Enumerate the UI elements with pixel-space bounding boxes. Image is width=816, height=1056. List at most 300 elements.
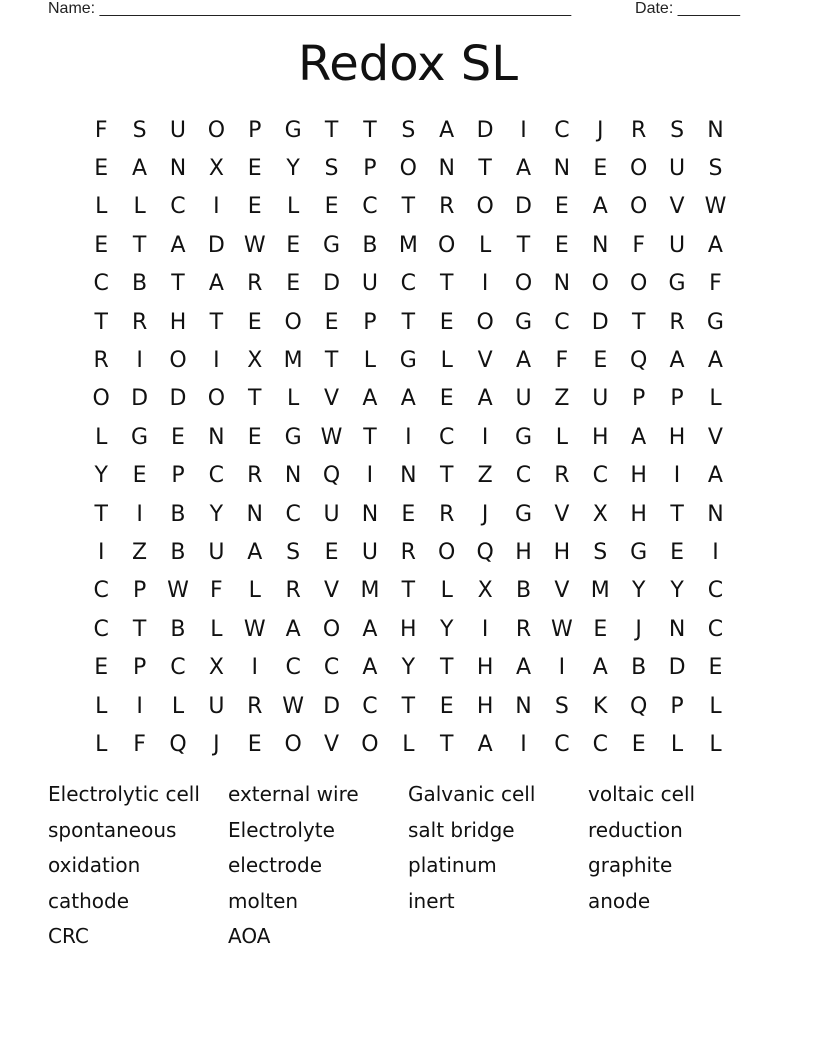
grid-letter[interactable]: H xyxy=(630,501,647,527)
grid-letter[interactable]: V xyxy=(707,424,723,450)
grid-letter[interactable]: U xyxy=(208,693,225,719)
grid-letter[interactable]: T xyxy=(132,616,147,642)
grid-letter[interactable]: I xyxy=(481,271,489,297)
grid-letter[interactable]: T xyxy=(363,424,377,450)
grid-letter[interactable]: C xyxy=(170,194,186,220)
grid-letter[interactable]: U xyxy=(361,271,378,297)
grid-letter[interactable]: A xyxy=(400,386,416,412)
grid-letter[interactable]: I xyxy=(481,616,489,642)
grid-letter[interactable]: Y xyxy=(439,616,454,642)
grid-letter[interactable]: U xyxy=(323,501,340,527)
grid-letter[interactable]: R xyxy=(515,616,532,642)
grid-letter[interactable]: F xyxy=(94,117,108,143)
grid-letter[interactable]: O xyxy=(284,731,302,757)
grid-letter[interactable]: R xyxy=(400,539,416,565)
grid-letter[interactable]: G xyxy=(514,309,533,335)
grid-letter[interactable]: B xyxy=(170,539,186,565)
grid-letter[interactable]: R xyxy=(247,463,263,489)
grid-letter[interactable]: C xyxy=(93,271,109,297)
grid-letter[interactable]: S xyxy=(670,117,685,143)
grid-letter[interactable]: P xyxy=(363,156,377,182)
grid-letter[interactable]: I xyxy=(136,693,143,719)
grid-letter[interactable]: V xyxy=(554,501,570,527)
grid-letter[interactable]: T xyxy=(401,693,416,719)
grid-letter[interactable]: G xyxy=(323,232,341,258)
grid-letter[interactable]: D xyxy=(476,117,494,143)
grid-letter[interactable]: L xyxy=(440,348,453,374)
grid-letter[interactable]: O xyxy=(591,271,609,297)
grid-letter[interactable]: W xyxy=(167,578,189,604)
word-list-item: anode xyxy=(588,888,651,913)
grid-letter[interactable]: A xyxy=(592,655,608,681)
grid-letter[interactable]: E xyxy=(132,463,147,489)
grid-letter[interactable]: E xyxy=(439,309,454,335)
grid-letter[interactable]: G xyxy=(284,424,302,450)
grid-letter[interactable]: M xyxy=(360,578,380,604)
grid-letter[interactable]: X xyxy=(247,348,263,374)
grid-letter[interactable]: T xyxy=(670,501,684,527)
grid-letter[interactable]: L xyxy=(287,386,300,412)
grid-letter[interactable]: C xyxy=(554,117,570,143)
grid-letter[interactable]: O xyxy=(207,117,226,143)
grid-letter[interactable]: A xyxy=(515,655,532,681)
grid-letter[interactable]: E xyxy=(670,539,684,565)
grid-letter[interactable]: C xyxy=(707,578,724,604)
grid-letter[interactable]: G xyxy=(630,539,648,565)
grid-letter[interactable]: J xyxy=(213,731,220,757)
grid-letter[interactable]: E xyxy=(94,232,109,258)
name-line: Name: _____________________________________________________ xyxy=(48,0,572,17)
grid-letter[interactable]: Q xyxy=(476,539,494,565)
grid-letter[interactable]: O xyxy=(399,156,417,182)
word-list-item: cathode xyxy=(48,888,130,913)
grid-letter[interactable]: E xyxy=(286,232,301,258)
grid-letter[interactable]: E xyxy=(247,194,262,220)
grid-letter[interactable]: L xyxy=(210,616,223,642)
grid-letter[interactable]: A xyxy=(439,117,455,143)
grid-letter[interactable]: R xyxy=(669,309,685,335)
grid-letter[interactable]: C xyxy=(707,616,724,642)
grid-letter[interactable]: A xyxy=(362,386,378,412)
grid-letter[interactable]: X xyxy=(592,501,608,527)
grid-letter[interactable]: L xyxy=(248,578,261,604)
grid-letter[interactable]: N xyxy=(246,501,263,527)
grid-letter[interactable]: N xyxy=(208,424,225,450)
grid-letter[interactable]: E xyxy=(324,194,339,220)
grid-letter[interactable]: U xyxy=(169,117,187,143)
grid-letter[interactable]: E xyxy=(593,156,608,182)
grid-letter[interactable]: L xyxy=(95,693,108,719)
grid-letter[interactable]: E xyxy=(171,424,185,450)
grid-letter[interactable]: M xyxy=(283,348,303,374)
grid-letter[interactable]: A xyxy=(170,232,186,258)
grid-letter[interactable]: E xyxy=(247,156,262,182)
grid-letter[interactable]: P xyxy=(171,463,185,489)
grid-letter[interactable]: O xyxy=(322,616,341,642)
grid-letter[interactable]: B xyxy=(362,232,378,258)
grid-letter[interactable]: A xyxy=(208,271,224,297)
grid-letter[interactable]: Q xyxy=(322,463,341,489)
grid-letter[interactable]: P xyxy=(132,578,147,604)
grid-letter[interactable]: B xyxy=(170,501,186,527)
grid-letter[interactable]: C xyxy=(285,501,301,527)
grid-letter[interactable]: O xyxy=(207,386,226,412)
grid-letter[interactable]: C xyxy=(554,731,570,757)
grid-letter[interactable]: G xyxy=(514,501,533,527)
grid-letter[interactable]: Y xyxy=(286,156,300,182)
grid-letter[interactable]: T xyxy=(94,501,108,527)
grid-letter[interactable]: Z xyxy=(554,386,570,412)
grid-letter[interactable]: T xyxy=(401,309,416,335)
grid-letter[interactable]: P xyxy=(670,386,684,412)
grid-letter[interactable]: E xyxy=(631,731,646,757)
grid-letter[interactable]: R xyxy=(439,194,455,220)
grid-letter[interactable]: C xyxy=(93,616,109,642)
grid-letter[interactable]: E xyxy=(324,539,339,565)
grid-letter[interactable]: L xyxy=(171,693,185,719)
grid-letter[interactable]: K xyxy=(593,693,608,719)
grid-letter[interactable]: U xyxy=(592,386,609,412)
grid-letter[interactable]: G xyxy=(706,309,724,335)
page-title: Redox SL xyxy=(298,36,518,92)
grid-letter[interactable]: N xyxy=(515,693,532,719)
grid-letter[interactable]: Z xyxy=(132,539,148,565)
word-list-item: Electrolyte xyxy=(228,817,335,842)
grid-letter[interactable]: Q xyxy=(630,693,648,719)
grid-letter[interactable]: O xyxy=(476,309,494,335)
grid-letter[interactable]: G xyxy=(399,348,417,374)
grid-letter[interactable]: R xyxy=(247,271,263,297)
grid-letter[interactable]: I xyxy=(520,731,527,757)
grid-letter[interactable]: A xyxy=(515,348,532,374)
grid-letter[interactable]: A xyxy=(362,655,378,681)
grid-letter[interactable]: T xyxy=(248,386,262,412)
grid-letter[interactable]: T xyxy=(478,156,492,182)
grid-letter[interactable]: D xyxy=(207,232,225,258)
grid-letter[interactable]: C xyxy=(592,731,608,757)
grid-letter[interactable]: G xyxy=(668,271,686,297)
grid-letter[interactable]: N xyxy=(284,463,302,489)
grid-letter[interactable]: I xyxy=(213,194,220,220)
grid-letter[interactable]: F xyxy=(709,271,722,297)
grid-letter[interactable]: Q xyxy=(630,348,648,374)
grid-letter[interactable]: R xyxy=(631,117,647,143)
grid-letter[interactable]: C xyxy=(323,655,340,681)
grid-letter[interactable]: S xyxy=(708,156,723,182)
grid-letter[interactable]: C xyxy=(400,271,416,297)
grid-letter[interactable]: B xyxy=(132,271,148,297)
grid-letter[interactable]: U xyxy=(208,539,225,565)
grid-letter[interactable]: P xyxy=(670,693,684,719)
grid-letter[interactable]: T xyxy=(439,271,454,297)
grid-letter[interactable]: L xyxy=(133,194,146,220)
worksheet-header xyxy=(48,0,740,20)
grid-letter[interactable]: N xyxy=(438,156,455,182)
grid-letter[interactable]: C xyxy=(208,463,225,489)
grid-letter[interactable]: D xyxy=(169,386,187,412)
grid-letter[interactable]: O xyxy=(514,271,533,297)
grid-letter[interactable]: R xyxy=(439,501,455,527)
grid-letter[interactable]: P xyxy=(132,655,147,681)
grid-letter[interactable]: A xyxy=(515,156,532,182)
grid-letter[interactable]: S xyxy=(132,117,147,143)
grid-letter[interactable]: A xyxy=(631,424,647,450)
grid-letter[interactable]: J xyxy=(635,616,642,642)
grid-letter[interactable]: W xyxy=(320,424,343,450)
grid-letter[interactable]: E xyxy=(439,693,454,719)
word-list-item: graphite xyxy=(588,853,673,877)
grid-letter[interactable]: L xyxy=(555,424,569,450)
grid-letter[interactable]: A xyxy=(707,232,723,258)
grid-letter[interactable]: O xyxy=(284,309,302,335)
grid-letter[interactable]: I xyxy=(405,424,412,450)
grid-letter[interactable]: E xyxy=(247,309,262,335)
grid-letter[interactable]: O xyxy=(438,232,456,258)
grid-letter[interactable]: W xyxy=(243,232,266,258)
grid-letter[interactable]: X xyxy=(208,655,224,681)
grid-letter[interactable]: S xyxy=(554,693,569,719)
grid-letter[interactable]: I xyxy=(520,117,527,143)
grid-letter[interactable]: L xyxy=(287,194,300,220)
grid-letter[interactable]: O xyxy=(361,731,379,757)
grid-letter[interactable]: H xyxy=(592,424,609,450)
grid-letter[interactable]: B xyxy=(170,616,186,642)
grid-letter[interactable]: C xyxy=(362,194,378,220)
grid-letter[interactable]: T xyxy=(363,117,377,143)
grid-letter[interactable]: H xyxy=(476,693,494,719)
grid-letter[interactable]: Y xyxy=(94,463,108,489)
grid-letter[interactable]: N xyxy=(668,616,686,642)
grid-letter[interactable]: H xyxy=(169,309,187,335)
grid-letter[interactable]: F xyxy=(210,578,223,604)
grid-letter[interactable]: U xyxy=(669,232,686,258)
grid-letter[interactable]: C xyxy=(554,309,570,335)
grid-letter[interactable]: O xyxy=(169,348,187,374)
grid-letter[interactable]: E xyxy=(286,271,301,297)
grid-letter[interactable]: O xyxy=(476,194,494,220)
grid-letter[interactable]: V xyxy=(324,731,340,757)
grid-letter[interactable]: N xyxy=(361,501,379,527)
grid-letter[interactable]: U xyxy=(361,539,378,565)
grid-letter[interactable]: C xyxy=(93,578,109,604)
grid-letter[interactable]: A xyxy=(477,731,493,757)
grid-letter[interactable]: S xyxy=(324,156,339,182)
grid-letter[interactable]: V xyxy=(669,194,685,220)
grid-letter[interactable]: L xyxy=(709,731,722,757)
grid-letter[interactable]: I xyxy=(366,463,374,489)
grid-letter[interactable]: J xyxy=(481,501,489,527)
grid-letter[interactable]: L xyxy=(709,386,722,412)
grid-letter[interactable]: O xyxy=(630,271,648,297)
grid-letter[interactable]: H xyxy=(515,539,532,565)
grid-letter[interactable]: D xyxy=(668,655,686,681)
grid-letter[interactable]: N xyxy=(592,232,609,258)
grid-letter[interactable]: Y xyxy=(631,578,646,604)
grid-letter[interactable]: E xyxy=(439,386,454,412)
grid-letter[interactable]: E xyxy=(247,731,262,757)
grid-letter[interactable]: Z xyxy=(477,463,493,489)
grid-letter[interactable]: T xyxy=(401,194,416,220)
grid-letter[interactable]: M xyxy=(398,232,418,258)
grid-letter[interactable]: I xyxy=(712,539,719,565)
grid-letter[interactable]: A xyxy=(707,348,723,374)
grid-letter[interactable]: L xyxy=(670,731,684,757)
grid-letter[interactable]: D xyxy=(515,194,532,220)
grid-letter[interactable]: H xyxy=(553,539,571,565)
grid-letter[interactable]: N xyxy=(553,156,571,182)
grid-letter[interactable]: T xyxy=(439,463,454,489)
grid-letter[interactable]: L xyxy=(95,731,108,757)
grid-letter[interactable]: S xyxy=(401,117,416,143)
word-list-item: Galvanic cell xyxy=(408,782,536,806)
grid-letter[interactable]: T xyxy=(94,309,108,335)
grid-letter[interactable]: A xyxy=(285,616,301,642)
grid-letter[interactable]: E xyxy=(94,156,109,182)
grid-letter[interactable]: L xyxy=(478,232,492,258)
grid-letter[interactable]: O xyxy=(630,156,648,182)
grid-letter[interactable]: O xyxy=(438,539,456,565)
grid-letter[interactable]: H xyxy=(668,424,686,450)
grid-letter[interactable]: G xyxy=(131,424,149,450)
grid-letter[interactable]: N xyxy=(400,463,417,489)
grid-letter[interactable]: L xyxy=(402,731,415,757)
grid-letter[interactable]: I xyxy=(481,424,489,450)
grid-letter[interactable]: R xyxy=(131,309,148,335)
grid-letter[interactable]: T xyxy=(324,348,339,374)
grid-letter[interactable]: I xyxy=(558,655,566,681)
grid-letter[interactable]: J xyxy=(597,117,604,143)
grid-letter[interactable]: L xyxy=(95,194,108,220)
grid-letter[interactable]: N xyxy=(707,117,724,143)
grid-letter[interactable]: F xyxy=(555,348,569,374)
grid-letter[interactable]: W xyxy=(551,616,573,642)
grid-letter[interactable]: A xyxy=(362,616,378,642)
grid-letter[interactable]: N xyxy=(553,271,571,297)
grid-letter[interactable]: A xyxy=(477,386,493,412)
grid-letter[interactable]: S xyxy=(286,539,301,565)
grid-letter[interactable]: N xyxy=(707,501,724,527)
grid-letter[interactable]: I xyxy=(97,539,105,565)
grid-letter[interactable]: C xyxy=(285,655,301,681)
grid-letter[interactable]: W xyxy=(243,616,266,642)
word-list-item: voltaic cell xyxy=(588,782,696,806)
grid-letter[interactable]: T xyxy=(439,655,454,681)
grid-letter[interactable]: W xyxy=(704,194,727,220)
grid-letter[interactable]: X xyxy=(208,156,224,182)
grid-letter[interactable]: M xyxy=(590,578,610,604)
grid-letter[interactable]: E xyxy=(593,348,608,374)
grid-letter[interactable]: G xyxy=(514,424,533,450)
grid-letter[interactable]: T xyxy=(209,309,224,335)
grid-letter[interactable]: Y xyxy=(209,501,224,527)
grid-letter[interactable]: A xyxy=(592,194,608,220)
word-list-item: salt bridge xyxy=(408,817,515,842)
grid-letter[interactable]: N xyxy=(169,156,187,182)
grid-letter[interactable]: O xyxy=(92,386,110,412)
grid-letter[interactable]: C xyxy=(439,424,455,450)
grid-letter[interactable]: O xyxy=(630,194,648,220)
grid-letter[interactable]: P xyxy=(363,309,377,335)
word-list-item: platinum xyxy=(408,853,497,877)
grid-letter[interactable]: I xyxy=(136,501,143,527)
grid-letter[interactable]: E xyxy=(247,424,262,450)
grid-letter[interactable]: C xyxy=(170,655,186,681)
grid-letter[interactable]: V xyxy=(554,578,570,604)
grid-letter[interactable]: F xyxy=(133,731,146,757)
grid-letter[interactable]: D xyxy=(323,271,341,297)
grid-letter[interactable]: A xyxy=(132,156,148,182)
grid-letter[interactable]: R xyxy=(93,348,109,374)
grid-letter[interactable]: D xyxy=(131,386,149,412)
grid-letter[interactable]: T xyxy=(516,232,531,258)
grid-letter[interactable]: H xyxy=(630,463,647,489)
grid-letter[interactable]: P xyxy=(632,386,646,412)
grid-letter[interactable]: R xyxy=(247,693,263,719)
grid-letter[interactable]: G xyxy=(284,117,302,143)
grid-letter[interactable]: C xyxy=(592,463,608,489)
grid-letter[interactable]: T xyxy=(631,309,646,335)
grid-letter[interactable]: I xyxy=(136,348,143,374)
grid-letter[interactable]: D xyxy=(323,693,341,719)
grid-letter[interactable]: D xyxy=(591,309,609,335)
grid-letter[interactable]: X xyxy=(477,578,493,604)
grid-letter[interactable]: U xyxy=(669,156,686,182)
grid-letter[interactable]: V xyxy=(324,578,340,604)
grid-letter[interactable]: E xyxy=(401,501,416,527)
grid-letter[interactable]: E xyxy=(554,194,569,220)
grid-letter[interactable]: L xyxy=(440,578,453,604)
grid-letter[interactable]: H xyxy=(400,616,417,642)
grid-letter[interactable]: R xyxy=(554,463,570,489)
grid-letter[interactable]: T xyxy=(171,271,185,297)
grid-letter[interactable]: Y xyxy=(401,655,416,681)
grid-letter[interactable]: B xyxy=(631,655,647,681)
grid-letter[interactable]: L xyxy=(95,424,108,450)
grid-letter[interactable]: Q xyxy=(169,731,187,757)
grid-letter[interactable]: E xyxy=(94,655,109,681)
grid-letter[interactable]: W xyxy=(282,693,305,719)
grid-letter[interactable]: Y xyxy=(670,578,684,604)
grid-letter[interactable]: I xyxy=(213,348,220,374)
grid-letter[interactable]: E xyxy=(593,616,608,642)
grid-letter[interactable]: E xyxy=(324,309,339,335)
grid-letter[interactable]: C xyxy=(515,463,532,489)
grid-letter[interactable]: E xyxy=(554,232,569,258)
grid-letter[interactable]: B xyxy=(515,578,532,604)
grid-letter[interactable]: T xyxy=(132,232,147,258)
grid-letter[interactable]: F xyxy=(632,232,645,258)
grid-letter[interactable]: I xyxy=(673,463,681,489)
grid-letter[interactable]: V xyxy=(324,386,340,412)
grid-letter[interactable]: C xyxy=(362,693,378,719)
grid-letter[interactable]: V xyxy=(477,348,493,374)
grid-letter[interactable]: L xyxy=(709,693,722,719)
grid-letter[interactable]: E xyxy=(708,655,723,681)
grid-letter[interactable]: T xyxy=(324,117,339,143)
grid-letter[interactable]: R xyxy=(285,578,301,604)
grid-letter[interactable]: A xyxy=(669,348,685,374)
grid-letter[interactable]: S xyxy=(593,539,608,565)
grid-letter[interactable]: I xyxy=(251,655,258,681)
grid-letter[interactable]: T xyxy=(401,578,416,604)
grid-letter[interactable]: H xyxy=(476,655,494,681)
grid-letter[interactable]: T xyxy=(439,731,454,757)
grid-letter[interactable]: U xyxy=(515,386,532,412)
grid-letter[interactable]: P xyxy=(248,117,262,143)
grid-letter[interactable]: A xyxy=(707,463,723,489)
grid-letter[interactable]: L xyxy=(363,348,377,374)
grid-letter[interactable]: A xyxy=(247,539,263,565)
